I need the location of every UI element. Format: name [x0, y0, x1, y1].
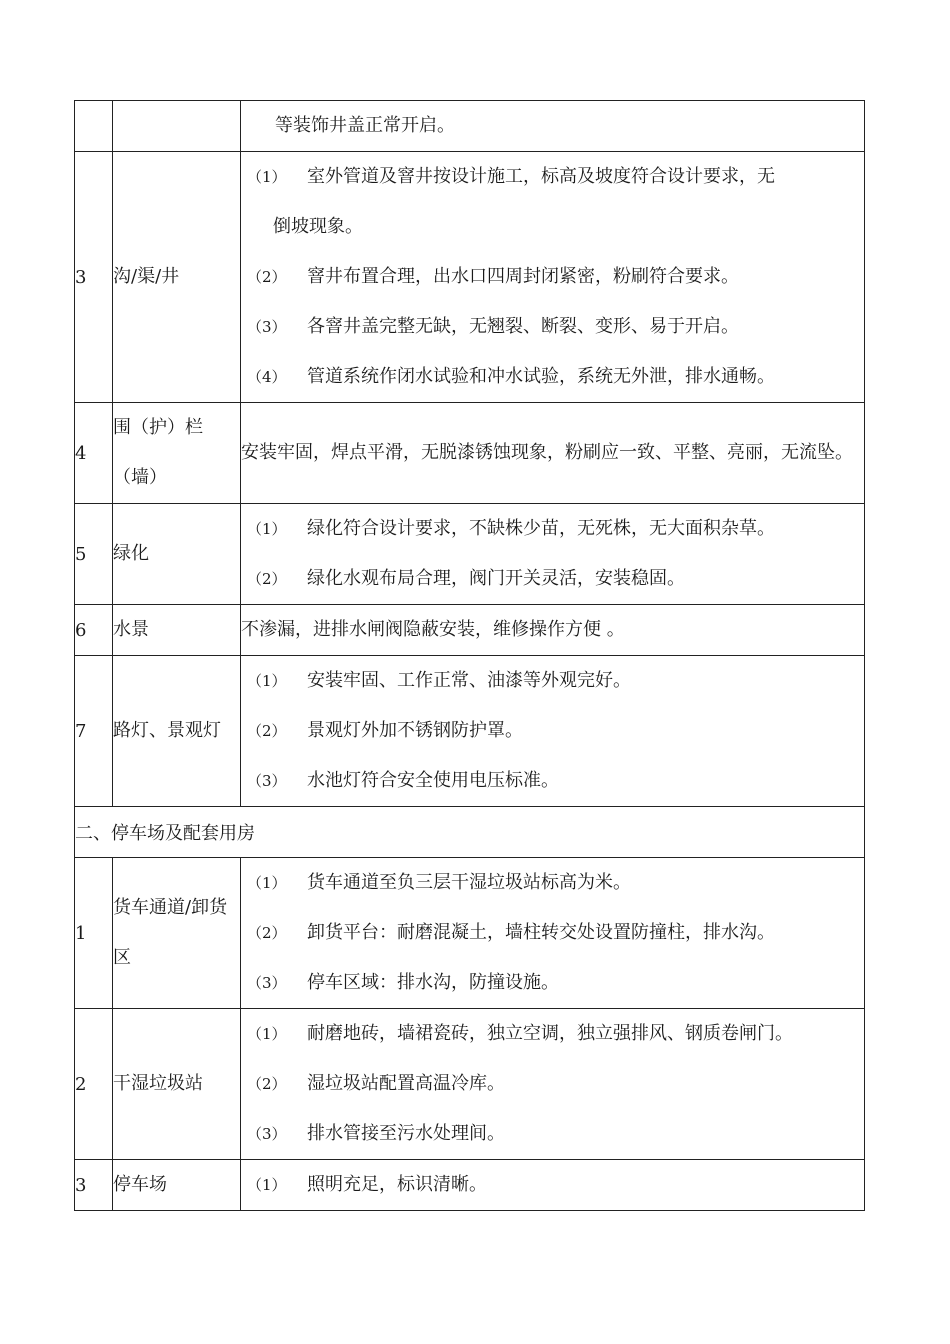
item-number: （2） — [247, 1075, 287, 1093]
section-header-row — [75, 807, 865, 858]
list-item — [241, 152, 864, 252]
item-number: （2） — [247, 268, 287, 286]
table-row — [75, 858, 865, 1009]
row-item-name: 绿化 — [113, 504, 241, 605]
row-description — [241, 656, 865, 807]
item-number: （2） — [247, 924, 287, 942]
item-number: （3） — [247, 318, 287, 336]
list-item — [241, 756, 864, 806]
table-row — [75, 656, 865, 807]
specification-table — [74, 100, 865, 1211]
list-item — [241, 908, 864, 958]
row-item-name: 围（护）栏（墙） — [113, 403, 241, 504]
row-description — [241, 858, 865, 1009]
list-item — [241, 656, 864, 706]
table-row — [75, 403, 865, 504]
row-description — [241, 504, 865, 605]
list-item — [241, 554, 864, 604]
item-number: （2） — [247, 570, 287, 588]
list-item — [241, 958, 864, 1008]
row-item-name: 货车通道/卸货区 — [113, 858, 241, 1009]
item-text: 管道系统作闭水试验和冲水试验，系统无外泄，排水通畅。 — [307, 366, 775, 387]
list-item — [241, 252, 864, 302]
row-item-name: 停车场 — [113, 1160, 241, 1211]
list-item — [241, 302, 864, 352]
list-item — [241, 706, 864, 756]
item-text: 景观灯外加不锈钢防护罩。 — [307, 720, 523, 741]
list-item — [241, 352, 864, 402]
row-item-name: 沟/渠/井 — [113, 152, 241, 403]
row-item-name — [113, 101, 241, 152]
item-text: 耐磨地砖，墙裙瓷砖，独立空调，独立强排风、钢质卷闸门。 — [307, 1023, 793, 1044]
row-description — [241, 101, 865, 152]
item-number: （3） — [247, 974, 287, 992]
item-number: （3） — [247, 772, 287, 790]
item-text: 室外管道及窨井按设计施工，标高及坡度符合设计要求，无 — [307, 166, 775, 187]
item-number: （2） — [247, 722, 287, 740]
list-item — [241, 1109, 864, 1159]
table-row — [75, 152, 865, 403]
item-number: （1） — [247, 672, 287, 690]
section-title: 二、停车场及配套用房 — [75, 807, 865, 858]
list-item — [241, 1160, 864, 1210]
item-text: 绿化水观布局合理，阀门开关灵活，安装稳固。 — [307, 568, 685, 589]
row-number: 5 — [75, 504, 113, 605]
item-text: 湿垃圾站配置高温冷库。 — [307, 1073, 505, 1094]
item-text-continued: 倒坡现象。 — [273, 216, 363, 237]
item-number: （3） — [247, 1125, 287, 1143]
table-row — [75, 1009, 865, 1160]
row-number — [75, 101, 113, 152]
list-item — [241, 504, 864, 554]
item-text: 各窨井盖完整无缺，无翘裂、断裂、变形、易于开启。 — [307, 316, 739, 337]
list-item — [241, 858, 864, 908]
description-text: 安装牢固，焊点平滑，无脱漆锈蚀现象，粉刷应一致、平整、亮丽，无流坠。 — [241, 442, 853, 463]
row-number: 1 — [75, 858, 113, 1009]
description-text: 等装饰井盖正常开启。 — [275, 115, 455, 136]
item-text: 安装牢固、工作正常、油漆等外观完好。 — [307, 670, 631, 691]
item-number: （1） — [247, 520, 287, 538]
row-number: 7 — [75, 656, 113, 807]
table-row — [75, 605, 865, 656]
item-text: 照明充足，标识清晰。 — [307, 1174, 487, 1195]
row-item-name: 干湿垃圾站 — [113, 1009, 241, 1160]
item-number: （1） — [247, 874, 287, 892]
row-item-name: 水景 — [113, 605, 241, 656]
row-number: 6 — [75, 605, 113, 656]
row-number: 2 — [75, 1009, 113, 1160]
row-description — [241, 1009, 865, 1160]
table-row — [75, 504, 865, 605]
item-text: 绿化符合设计要求，不缺株少苗，无死株，无大面积杂草。 — [307, 518, 775, 539]
row-number: 4 — [75, 403, 113, 504]
description-text: 不渗漏，进排水闸阀隐蔽安装，维修操作方便 。 — [241, 619, 625, 640]
table-row — [75, 101, 865, 152]
row-description — [241, 152, 865, 403]
list-item — [241, 1059, 864, 1109]
item-text: 货车通道至负三层干湿垃圾站标高为米。 — [307, 872, 631, 893]
item-number: （4） — [247, 368, 287, 386]
row-item-name: 路灯、景观灯 — [113, 656, 241, 807]
item-text: 卸货平台：耐磨混凝土，墙柱转交处设置防撞柱，排水沟。 — [307, 922, 775, 943]
row-description — [241, 605, 865, 656]
row-number: 3 — [75, 1160, 113, 1211]
item-number: （1） — [247, 1025, 287, 1043]
row-description — [241, 403, 865, 504]
list-item — [241, 1009, 864, 1059]
item-number: （1） — [247, 1176, 287, 1194]
table-row — [75, 1160, 865, 1211]
item-text: 水池灯符合安全使用电压标准。 — [307, 770, 559, 791]
item-text: 窨井布置合理，出水口四周封闭紧密，粉刷符合要求。 — [307, 266, 739, 287]
row-description — [241, 1160, 865, 1211]
item-number: （1） — [247, 168, 287, 186]
row-number: 3 — [75, 152, 113, 403]
item-text: 停车区域：排水沟，防撞设施。 — [307, 972, 559, 993]
item-text: 排水管接至污水处理间。 — [307, 1123, 505, 1144]
